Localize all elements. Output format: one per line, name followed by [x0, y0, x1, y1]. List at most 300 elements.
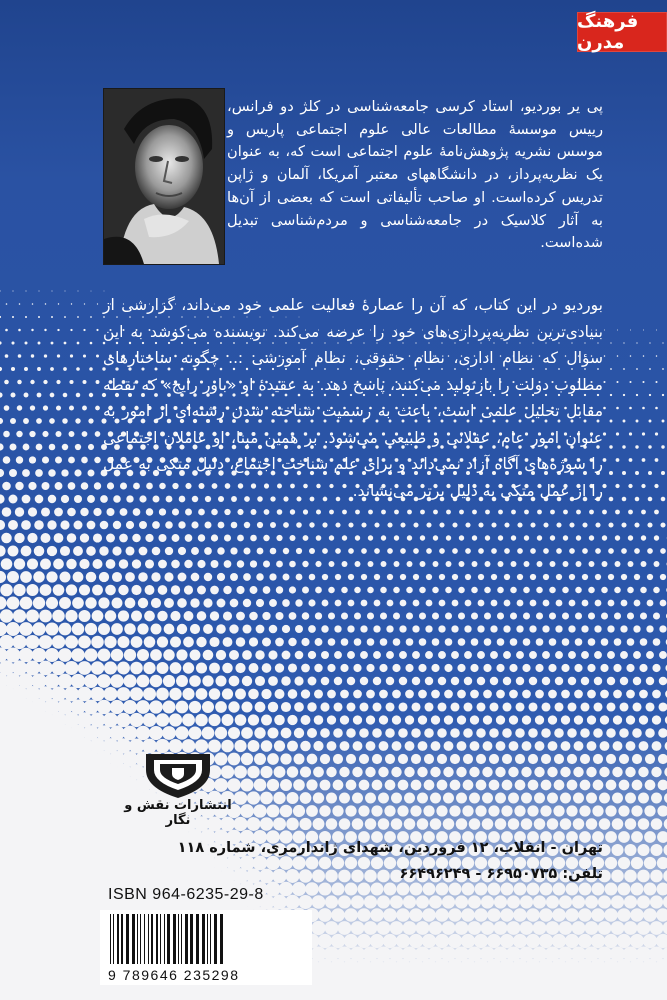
- halftone-dot: [25, 342, 28, 345]
- halftone-dot: [523, 638, 531, 646]
- halftone-dot: [651, 818, 663, 830]
- halftone-dot: [469, 818, 481, 830]
- halftone-dot: [546, 895, 559, 908]
- halftone-dot: [64, 687, 79, 702]
- halftone-dot: [417, 818, 429, 830]
- halftone-dot: [354, 612, 361, 619]
- halftone-dot: [74, 521, 83, 530]
- halftone-dot: [247, 766, 260, 779]
- halftone-dot: [145, 585, 155, 595]
- halftone-dot: [463, 728, 473, 738]
- halftone-dot: [565, 908, 578, 921]
- halftone-dot: [631, 857, 643, 869]
- halftone-dot: [355, 510, 360, 515]
- halftone-dot: [116, 713, 131, 728]
- halftone-dot: [74, 469, 81, 476]
- halftone-dot: [541, 728, 551, 738]
- halftone-dot: [45, 648, 59, 662]
- halftone-dot: [575, 612, 582, 619]
- halftone-dot: [587, 664, 595, 672]
- halftone-dot: [487, 934, 501, 948]
- barcode-bar: [151, 914, 153, 964]
- halftone-dot: [613, 664, 621, 672]
- halftone-dot: [413, 600, 420, 607]
- halftone-dot: [610, 394, 612, 396]
- halftone-dot: [176, 675, 188, 687]
- halftone-dot: [105, 610, 116, 621]
- halftone-dot: [331, 934, 345, 948]
- halftone-dot: [598, 895, 611, 908]
- halftone-dot: [383, 908, 396, 921]
- halftone-dot: [257, 522, 263, 528]
- halftone-dot: [277, 509, 283, 515]
- halftone-dot: [491, 522, 496, 527]
- halftone-dot: [75, 418, 80, 423]
- halftone-dot: [338, 895, 351, 908]
- halftone-dot: [269, 573, 276, 580]
- halftone-dot: [302, 587, 309, 594]
- halftone-dot: [476, 702, 485, 711]
- halftone-dot: [661, 445, 664, 448]
- halftone-dot: [578, 908, 591, 921]
- halftone-dot: [283, 548, 289, 554]
- halftone-dot: [399, 651, 407, 659]
- halftone-dot: [215, 675, 226, 686]
- halftone-dot: [359, 702, 368, 711]
- halftone-dot: [178, 547, 186, 555]
- halftone-dot: [373, 625, 380, 632]
- halftone-dot: [400, 548, 406, 554]
- halftone-dot: [214, 778, 228, 792]
- halftone-dot: [409, 908, 422, 921]
- halftone-dot: [424, 702, 433, 711]
- halftone-dot: [543, 548, 549, 554]
- halftone-dot: [68, 457, 75, 464]
- barcode-bar: [117, 914, 119, 964]
- halftone-dot: [438, 651, 446, 659]
- halftone-dot: [19, 303, 21, 305]
- halftone-dot: [541, 754, 551, 764]
- halftone-dot: [595, 574, 601, 580]
- halftone-dot: [601, 612, 608, 619]
- barcode-bar: [185, 914, 188, 964]
- halftone-dot: [0, 609, 13, 623]
- halftone-dot: [372, 780, 383, 791]
- halftone-dot: [599, 793, 610, 804]
- halftone-dot: [509, 690, 518, 699]
- halftone-dot: [446, 561, 452, 567]
- halftone-dot: [400, 522, 405, 527]
- halftone-dot: [403, 921, 417, 935]
- halftone-dot: [204, 573, 212, 581]
- halftone-dot: [647, 548, 653, 554]
- halftone-dot: [3, 456, 11, 464]
- halftone-dot: [19, 622, 33, 636]
- halftone-dot: [221, 765, 234, 778]
- halftone-dot: [612, 818, 624, 830]
- halftone-dot: [380, 612, 387, 619]
- halftone-dot: [234, 766, 247, 779]
- halftone-dot: [196, 637, 206, 647]
- halftone-dot: [315, 612, 322, 619]
- halftone-dot: [88, 418, 93, 423]
- halftone-dot: [84, 700, 99, 715]
- halftone-dot: [459, 535, 464, 540]
- halftone-dot: [295, 599, 302, 606]
- halftone-dot: [70, 329, 72, 331]
- halftone-dot: [25, 661, 40, 676]
- halftone-dot: [182, 714, 195, 727]
- halftone-dot: [629, 381, 631, 383]
- halftone-dot: [149, 726, 163, 740]
- halftone-dot: [405, 664, 413, 672]
- halftone-dot: [556, 522, 561, 527]
- halftone-dot: [348, 600, 355, 607]
- halftone-dot: [606, 754, 616, 764]
- halftone-dot: [589, 561, 595, 567]
- halftone-dot: [17, 405, 22, 410]
- halftone-dot: [333, 702, 342, 711]
- halftone-dot: [504, 574, 510, 580]
- halftone-dot: [0, 443, 4, 450]
- halftone-dot: [481, 921, 495, 935]
- halftone-dot: [455, 921, 469, 935]
- halftone-dot: [31, 329, 33, 331]
- halftone-dot: [170, 662, 182, 674]
- author-bio: [103, 96, 603, 262]
- halftone-dot: [72, 597, 84, 609]
- halftone-dot: [112, 598, 123, 609]
- halftone-dot: [6, 303, 8, 305]
- halftone-dot: [8, 546, 19, 557]
- halftone-dot: [41, 507, 50, 516]
- halftone-dot: [176, 701, 189, 714]
- halftone-dot: [0, 367, 2, 371]
- halftone-dot: [97, 700, 112, 715]
- halftone-dot: [131, 585, 141, 595]
- halftone-dot: [416, 895, 429, 908]
- halftone-dot: [185, 509, 192, 516]
- halftone-dot: [217, 547, 225, 555]
- halftone-dot: [275, 638, 284, 647]
- halftone-dot: [502, 728, 512, 738]
- halftone-dot: [530, 548, 536, 554]
- halftone-dot: [288, 689, 298, 699]
- halftone-dot: [94, 457, 101, 464]
- address-line: تهران - انقلاب، ۱۲ فروردین، شهدای ژاندارمری، شماره ۱۱۸: [177, 840, 603, 856]
- halftone-dot: [182, 688, 194, 700]
- halftone-dot: [433, 535, 438, 540]
- halftone-dot: [578, 934, 592, 948]
- halftone-dot: [392, 715, 401, 724]
- halftone-dot: [294, 676, 303, 685]
- halftone-dot: [385, 728, 395, 738]
- halftone-dot: [1, 533, 12, 544]
- halftone-dot: [457, 690, 466, 699]
- halftone-dot: [404, 767, 414, 777]
- halftone-dot: [627, 587, 634, 594]
- halftone-dot: [151, 598, 161, 608]
- halftone-dot: [159, 508, 166, 515]
- halftone-dot: [81, 457, 88, 464]
- halftone-dot: [412, 625, 419, 632]
- halftone-dot: [158, 560, 167, 569]
- halftone-dot: [28, 507, 37, 516]
- halftone-dot: [77, 342, 80, 345]
- halftone-dot: [587, 741, 597, 751]
- halftone-dot: [29, 431, 35, 437]
- halftone-dot: [105, 585, 116, 596]
- halftone-dot: [543, 522, 548, 527]
- halftone-dot: [86, 546, 96, 556]
- publisher-name: انتشارات نقش و نگار: [124, 798, 232, 828]
- halftone-dot: [55, 457, 62, 464]
- halftone-dot: [202, 701, 214, 713]
- halftone-dot: [332, 805, 343, 816]
- halftone-dot: [87, 495, 95, 503]
- halftone-dot: [660, 548, 666, 554]
- halftone-dot: [267, 753, 279, 765]
- halftone-dot: [582, 600, 589, 607]
- halftone-dot: [215, 701, 227, 713]
- barcode-bar: [110, 914, 111, 964]
- halftone-dot: [44, 354, 47, 357]
- halftone-dot: [411, 702, 420, 711]
- halftone-dot: [139, 547, 148, 556]
- halftone-dot: [658, 754, 667, 764]
- halftone-dot: [599, 818, 611, 830]
- halftone-dot: [263, 586, 271, 594]
- halftone-dot: [444, 690, 453, 699]
- halftone-dot: [386, 651, 394, 659]
- halftone-dot: [639, 690, 648, 699]
- halftone-dot: [0, 596, 7, 609]
- halftone-dot: [329, 561, 335, 567]
- halftone-dot: [42, 456, 49, 463]
- halftone-dot: [394, 561, 400, 567]
- halftone-dot: [240, 804, 254, 818]
- halftone-dot: [20, 571, 32, 583]
- halftone-dot: [353, 664, 361, 672]
- halftone-dot: [120, 508, 128, 516]
- halftone-dot: [509, 715, 518, 724]
- halftone-dot: [326, 767, 336, 777]
- halftone-dot: [209, 688, 221, 700]
- halftone-dot: [403, 895, 416, 908]
- halftone-dot: [650, 844, 662, 856]
- halftone-dot: [455, 895, 468, 908]
- halftone-dot: [622, 445, 625, 448]
- halftone-dot: [25, 316, 27, 318]
- halftone-dot: [638, 767, 648, 777]
- halftone-dot: [603, 381, 605, 383]
- halftone-dot: [90, 316, 92, 318]
- halftone-dot: [535, 715, 544, 724]
- halftone-dot: [574, 741, 584, 751]
- halftone-dot: [117, 636, 129, 648]
- halftone-dot: [582, 548, 588, 554]
- halftone-dot: [509, 664, 517, 672]
- halftone-dot: [366, 741, 376, 751]
- halftone-dot: [548, 715, 557, 724]
- halftone-dot: [418, 715, 427, 724]
- halftone-dot: [605, 831, 617, 843]
- halftone-dot: [438, 625, 445, 632]
- halftone-dot: [280, 805, 293, 818]
- halftone-dot: [338, 921, 352, 935]
- halftone-dot: [45, 674, 60, 689]
- halftone-dot: [5, 329, 8, 332]
- halftone-dot: [69, 431, 75, 437]
- halftone-dot: [250, 535, 257, 542]
- halftone-dot: [658, 780, 667, 791]
- halftone-dot: [560, 767, 570, 777]
- halftone-dot: [63, 367, 67, 371]
- halftone-dot: [548, 741, 558, 751]
- halftone-dot: [616, 381, 618, 383]
- halftone-dot: [652, 715, 661, 724]
- halftone-dot: [170, 637, 181, 648]
- halftone-dot: [243, 547, 250, 554]
- halftone-dot: [615, 510, 620, 515]
- halftone-dot: [502, 702, 511, 711]
- barcode-bar: [173, 914, 176, 964]
- halftone-dot: [335, 522, 340, 527]
- halftone-dot: [559, 895, 572, 908]
- halftone-dot: [459, 510, 464, 515]
- halftone-dot: [649, 394, 651, 396]
- halftone-dot: [307, 728, 317, 738]
- halftone-dot: [131, 636, 143, 648]
- halftone-dot: [456, 767, 466, 777]
- halftone-dot: [406, 587, 413, 594]
- halftone-dot: [424, 728, 434, 738]
- halftone-dot: [407, 510, 412, 515]
- halftone-dot: [294, 754, 305, 765]
- halftone-dot: [638, 793, 649, 804]
- halftone-dot: [550, 535, 555, 540]
- halftone-dot: [568, 625, 575, 632]
- halftone-dot: [96, 380, 100, 384]
- halftone-dot: [645, 728, 655, 738]
- halftone-dot: [123, 674, 136, 687]
- halftone-dot: [359, 754, 369, 764]
- halftone-dot: [491, 574, 497, 580]
- halftone-dot: [240, 778, 253, 791]
- halftone-dot: [77, 316, 79, 318]
- halftone-dot: [490, 677, 498, 685]
- halftone-dot: [71, 303, 72, 304]
- halftone-dot: [574, 690, 583, 699]
- halftone-dot: [405, 690, 414, 699]
- halftone-dot: [502, 780, 513, 791]
- halftone-dot: [119, 559, 129, 569]
- halftone-dot: [328, 587, 335, 594]
- halftone-dot: [333, 728, 343, 738]
- halftone-dot: [261, 689, 271, 699]
- halftone-dot: [183, 637, 194, 648]
- halftone-dot: [390, 895, 403, 908]
- publisher-logo-icon: [140, 748, 216, 800]
- halftone-dot: [613, 690, 622, 699]
- halftone-dot: [364, 895, 377, 908]
- halftone-dot: [197, 560, 205, 568]
- halftone-dot: [647, 522, 652, 527]
- halftone-dot: [413, 548, 419, 554]
- halftone-dot: [418, 690, 427, 699]
- halftone-dot: [368, 561, 374, 567]
- halftone-dot: [149, 700, 162, 713]
- halftone-dot: [651, 767, 661, 777]
- halftone-dot: [626, 715, 635, 724]
- halftone-dot: [465, 600, 472, 607]
- halftone-dot: [93, 559, 103, 569]
- halftone-dot: [0, 316, 1, 318]
- halftone-dot: [249, 663, 259, 673]
- halftone-dot: [82, 406, 87, 411]
- halftone-dot: [631, 831, 643, 843]
- halftone-dot: [567, 728, 577, 738]
- halftone-dot: [662, 394, 664, 396]
- halftone-dot: [474, 908, 487, 921]
- halftone-dot: [393, 612, 400, 619]
- halftone-dot: [411, 754, 421, 764]
- halftone-dot: [0, 545, 6, 556]
- halftone-dot: [572, 895, 585, 908]
- halftone-dot: [224, 534, 231, 541]
- halftone-dot: [143, 713, 157, 727]
- halftone-dot: [314, 664, 322, 672]
- halftone-dot: [282, 625, 290, 633]
- halftone-dot: [613, 741, 623, 751]
- halftone-dot: [378, 767, 388, 777]
- halftone-dot: [500, 934, 514, 948]
- halftone-dot: [150, 649, 162, 661]
- halftone-dot: [130, 662, 143, 675]
- halftone-dot: [630, 908, 643, 921]
- halftone-dot: [300, 741, 311, 752]
- halftone-dot: [411, 728, 421, 738]
- halftone-dot: [621, 600, 628, 607]
- halftone-dot: [384, 805, 395, 816]
- halftone-dot: [418, 664, 426, 672]
- halftone-dot: [315, 638, 323, 646]
- halftone-dot: [243, 573, 251, 581]
- halftone-dot: [462, 805, 473, 816]
- halftone-dot: [588, 587, 595, 594]
- halftone-dot: [580, 754, 590, 764]
- halftone-dot: [593, 702, 602, 711]
- halftone-dot: [269, 599, 277, 607]
- halftone-dot: [634, 548, 640, 554]
- halftone-dot: [426, 548, 432, 554]
- halftone-dot: [573, 793, 584, 804]
- halftone-dot: [419, 612, 426, 619]
- halftone-dot: [208, 714, 220, 726]
- halftone-dot: [649, 368, 651, 370]
- halftone-dot: [260, 817, 273, 830]
- barcode-bar: [160, 914, 161, 964]
- halftone-dot: [30, 380, 34, 384]
- halftone-dot: [562, 587, 569, 594]
- halftone-dot: [184, 611, 194, 621]
- halftone-dot: [510, 638, 518, 646]
- halftone-dot: [247, 791, 260, 804]
- halftone-dot: [588, 638, 596, 646]
- halftone-dot: [62, 418, 68, 424]
- halftone-dot: [91, 291, 92, 292]
- halftone-dot: [273, 817, 286, 830]
